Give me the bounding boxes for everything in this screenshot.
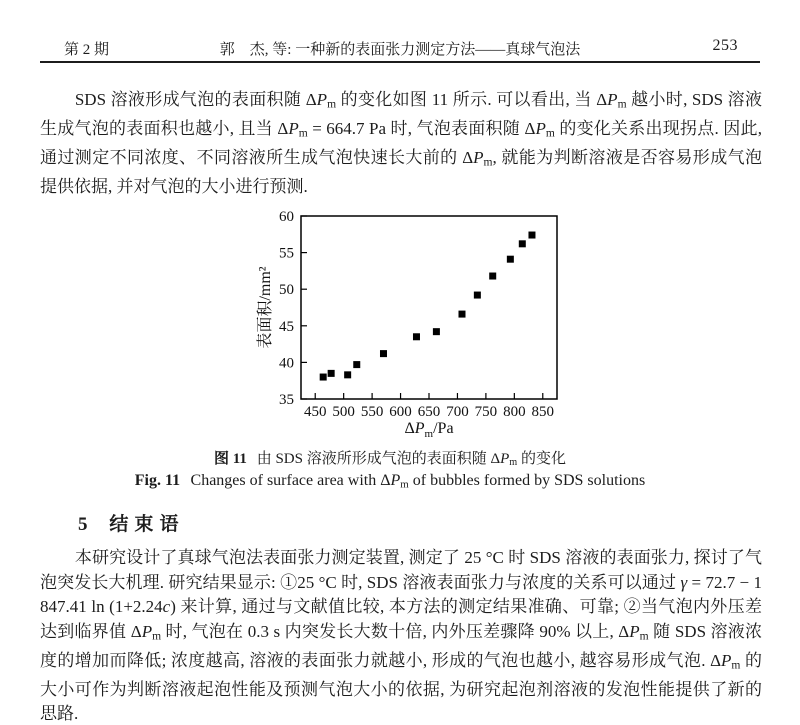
x-tick-label: 550 [360, 404, 384, 420]
intro-paragraph: SDS 溶液形成气泡的表面积随 ΔPm 的变化如图 11 所示. 可以看出, 当 ΔPm 越小时, SDS 溶液生成气泡的表面积也越小, 且当 ΔPm = 664.7 Pa 时, 气泡表面积随 ΔPm 的变化关系出现拐点. 因此, 通过测定不同浓度、不同溶液所生成气泡快速长大前的 ΔPm, 就能为判断溶液是否容易形成气泡提供依据, 并对气泡的大小进行预测. [40, 90, 763, 197]
x-tick-label: 500 [332, 404, 355, 420]
section-number: 5 [78, 514, 88, 535]
data-point [458, 311, 465, 318]
data-point [328, 370, 335, 377]
y-tick-label: 35 [279, 392, 294, 408]
section-title: 结束语 [109, 514, 185, 535]
section-heading [78, 509, 185, 536]
data-point [528, 232, 535, 239]
plot-frame [301, 216, 557, 399]
x-tick-label: 700 [446, 404, 469, 420]
scatter-plot [255, 206, 570, 441]
figure-caption-zh: 图 11 由 SDS 溶液所形成气泡的表面积随 ΔPm 的变化 [214, 451, 566, 469]
data-point [519, 240, 526, 247]
data-point [433, 328, 440, 335]
running-title: 郭 杰, 等: 一种新的表面张力测定方法——真球气泡法 [219, 42, 581, 58]
page-number: 253 [712, 37, 738, 54]
x-tick-label: 650 [417, 404, 441, 420]
data-point [320, 374, 327, 381]
y-tick-label: 50 [279, 282, 294, 299]
y-axis-label: 表面积/mm² [257, 266, 274, 349]
x-tick-label: 850 [531, 404, 555, 420]
y-tick-label: 55 [279, 245, 294, 262]
x-axis-label: $\Delta P_m/Pa$ [404, 420, 454, 440]
figure-11-chart [255, 206, 570, 441]
y-tick-label: 60 [279, 209, 294, 225]
figure-caption-en: Fig. 11 Changes of surface area with ΔPm of bubbles formed by SDS solutions [134, 472, 646, 491]
data-point [380, 350, 387, 357]
data-point [489, 273, 496, 280]
data-point [507, 256, 514, 263]
conclusion-paragraph: 本研究设计了真球气泡法表面张力测定装置, 测定了 25 °C 时 SDS 溶液的表面张力, 探讨了气泡突发长大机理. 研究结果显示: ①25 °C 时, SDS 溶液表面张力与浓度的关系可以通过 γ = 72.7 − 1 847.41 ln (1+2.24c) 来计算, 通过与文献值比较, 本方法的测定结果准确、可靠; ②当气泡内外压差达到临界值 ΔPm 时, 气泡在 0.3 s 内突发长大数十倍, 内外压差骤降 90% 以上, ΔPm 随 SDS 溶液浓度的增加而降低; 浓度越高, 溶液的表面张力就越小, 形成的气泡也越小, 越容易形成气泡. ΔPm 的大小可作为判断溶液起泡性能及预测气泡大小的依据, 为研究起泡剂溶液的发泡性能提供了新的思路. [40, 548, 763, 724]
x-tick-label: 600 [389, 404, 412, 420]
data-point [474, 292, 481, 299]
y-tick-label: 45 [279, 318, 294, 335]
data-point [344, 371, 351, 378]
x-tick-label: 750 [474, 404, 498, 420]
data-point [413, 333, 420, 340]
y-tick-label: 40 [279, 355, 294, 372]
page-header [40, 37, 760, 63]
data-point [353, 361, 360, 368]
x-tick-label: 800 [503, 404, 526, 420]
x-tick-label: 450 [303, 404, 327, 420]
issue-label: 第 2 期 [64, 42, 110, 58]
